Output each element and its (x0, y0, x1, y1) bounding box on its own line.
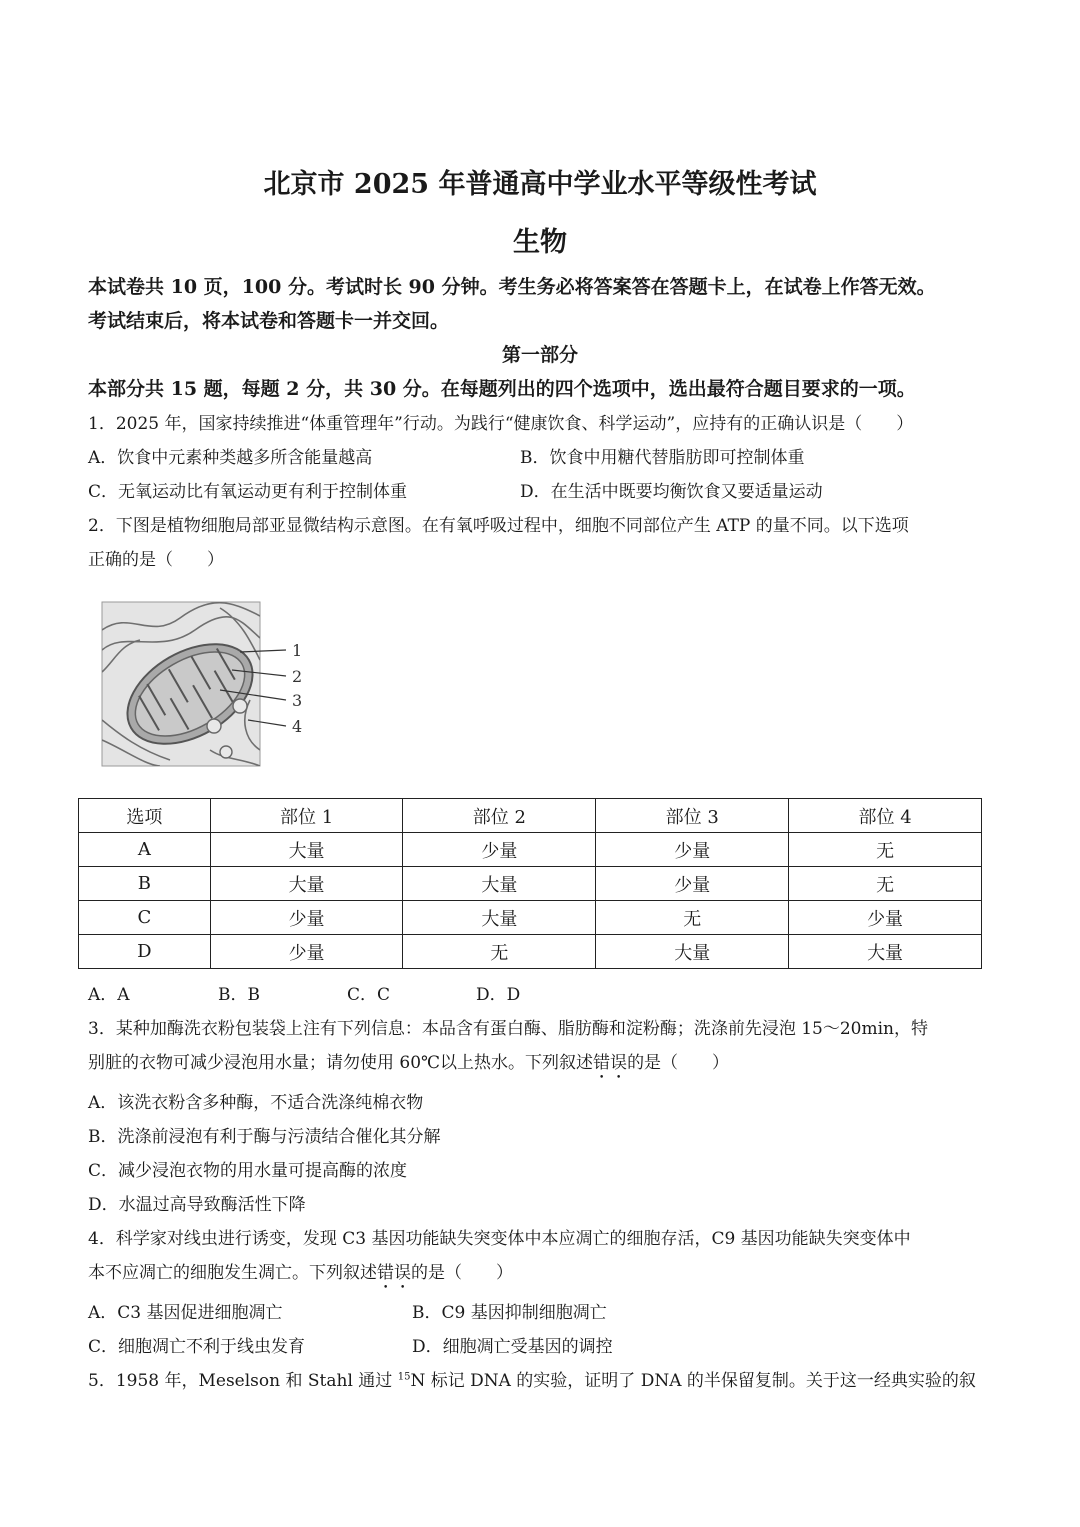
figure-label-1: 1 (292, 641, 303, 660)
table-cell: D (79, 935, 211, 969)
figure-label-2: 2 (292, 667, 303, 686)
table-cell: 大量 (210, 833, 403, 867)
q2-option-a: A．A (88, 985, 130, 1005)
table-cell: A (79, 833, 211, 867)
q3-option-a: A．该洗衣粉含多种酶，不适合洗涤纯棉衣物 (88, 1093, 424, 1113)
instructions-line-2: 考试结束后，将本试卷和答题卡一并交回。 (88, 310, 450, 332)
table-cell: 无 (596, 901, 789, 935)
q4-stem-end: 的是（ ） (411, 1263, 513, 1283)
q1-option-a: A．饮食中元素种类越多所含能量越高 (88, 448, 373, 468)
q4-option-a: A．C3 基因促进细胞凋亡 (88, 1303, 283, 1323)
table-cell: 大量 (789, 935, 982, 969)
q4-stem-text: 本不应凋亡的细胞发生凋亡。下列叙述 (88, 1263, 377, 1283)
table-header: 选项 (79, 799, 211, 833)
instructions-line-1: 本试卷共 10 页，100 分。考试时长 90 分钟。考生务必将答案答在答题卡上，在试卷上作答无效。 (88, 276, 936, 298)
table-header: 部位 1 (210, 799, 403, 833)
table-cell: 无 (789, 867, 982, 901)
q5-stem-end: N 标记 DNA 的实验，证明了 DNA 的半保留复制。关于这一经典实验的叙 (410, 1371, 976, 1391)
exam-title: 北京市 2025 年普通高中学业水平等级性考试 (263, 169, 817, 200)
table-cell: 少量 (596, 867, 789, 901)
table-cell: C (79, 901, 211, 935)
q4-stem-line-1: 4．科学家对线虫进行诱变，发现 C3 基因功能缺失突变体中本应凋亡的细胞存活，C9 基因功能缺失突变体中 (88, 1229, 911, 1249)
table-cell: B (79, 867, 211, 901)
table-row (79, 867, 982, 901)
part-intro: 本部分共 15 题，每题 2 分，共 30 分。在每题列出的四个选项中，选出最符合题目要求的一项。 (88, 378, 916, 400)
table-header-row (79, 799, 982, 833)
q3-option-b: B．洗涤前浸泡有利于酶与污渍结合催化其分解 (88, 1127, 441, 1147)
q3-option-d: D．水温过高导致酶活性下降 (88, 1195, 306, 1215)
q1-option-d: D．在生活中既要均衡饮食又要适量运动 (520, 482, 823, 502)
q1-option-b: B．饮食中用糖代替脂肪即可控制体重 (520, 448, 805, 468)
q2-options-table (78, 798, 982, 969)
q4-option-b: B．C9 基因抑制细胞凋亡 (412, 1303, 607, 1323)
figure-label-4: 4 (292, 717, 303, 736)
q2-option-d: D．D (476, 985, 521, 1005)
q4-stem-line-2 (88, 1258, 513, 1293)
q3-emphasis: 错误 (593, 1053, 628, 1073)
table-row (79, 833, 982, 867)
q1-option-c: C．无氧运动比有氧运动更有利于控制体重 (88, 482, 408, 502)
table-cell: 无 (403, 935, 596, 969)
table-cell: 大量 (210, 867, 403, 901)
q5-stem-start: 5．1958 年，Meselson 和 Stahl 通过 (88, 1371, 398, 1391)
table-cell: 少量 (596, 833, 789, 867)
table-cell: 少量 (789, 901, 982, 935)
q2-stem-line-1: 2．下图是植物细胞局部亚显微结构示意图。在有氧呼吸过程中，细胞不同部位产生 ATP 的量不同。以下选项 (88, 516, 909, 536)
q3-stem-end: 的是（ ） (627, 1053, 730, 1073)
table-cell: 少量 (210, 935, 403, 969)
q5-stem (88, 1366, 976, 1391)
q4-option-d: D．细胞凋亡受基因的调控 (412, 1337, 613, 1357)
table-cell: 大量 (403, 867, 596, 901)
subject-title: 生物 (513, 227, 567, 258)
mitochondrion-diagram (100, 600, 310, 770)
q2-option-b: B．B (218, 985, 260, 1005)
q1-stem: 1．2025 年，国家持续推进“体重管理年”行动。为践行“健康饮食、科学运动”，应持有的正确认识是（ ） (88, 414, 914, 434)
figure-label-3: 3 (292, 691, 303, 710)
table-cell: 少量 (403, 833, 596, 867)
q2-option-c: C．C (347, 985, 391, 1005)
table-cell: 无 (789, 833, 982, 867)
q5-isotope-superscript: 15 (397, 1371, 411, 1383)
part-title: 第一部分 (501, 344, 578, 366)
q2-stem-line-2: 正确的是（ ） (88, 550, 224, 570)
table-cell: 少量 (210, 901, 403, 935)
q3-stem-text: 别脏的衣物可减少浸泡用水量；请勿使用 60℃以上热水。下列叙述 (88, 1053, 594, 1073)
table-row (79, 901, 982, 935)
table-cell: 大量 (596, 935, 789, 969)
q3-stem-line-2 (88, 1048, 729, 1083)
table-header: 部位 4 (789, 799, 982, 833)
table-cell: 大量 (403, 901, 596, 935)
q4-emphasis: 错误 (377, 1263, 411, 1283)
table-header: 部位 3 (596, 799, 789, 833)
q3-stem-line-1: 3．某种加酶洗衣粉包装袋上注有下列信息：本品含有蛋白酶、脂肪酶和淀粉酶；洗涤前先浸泡 15～20min，特 (88, 1019, 928, 1039)
table-row (79, 935, 982, 969)
table-header: 部位 2 (403, 799, 596, 833)
q4-option-c: C．细胞凋亡不利于线虫发育 (88, 1337, 306, 1357)
q3-option-c: C．减少浸泡衣物的用水量可提高酶的浓度 (88, 1161, 408, 1181)
